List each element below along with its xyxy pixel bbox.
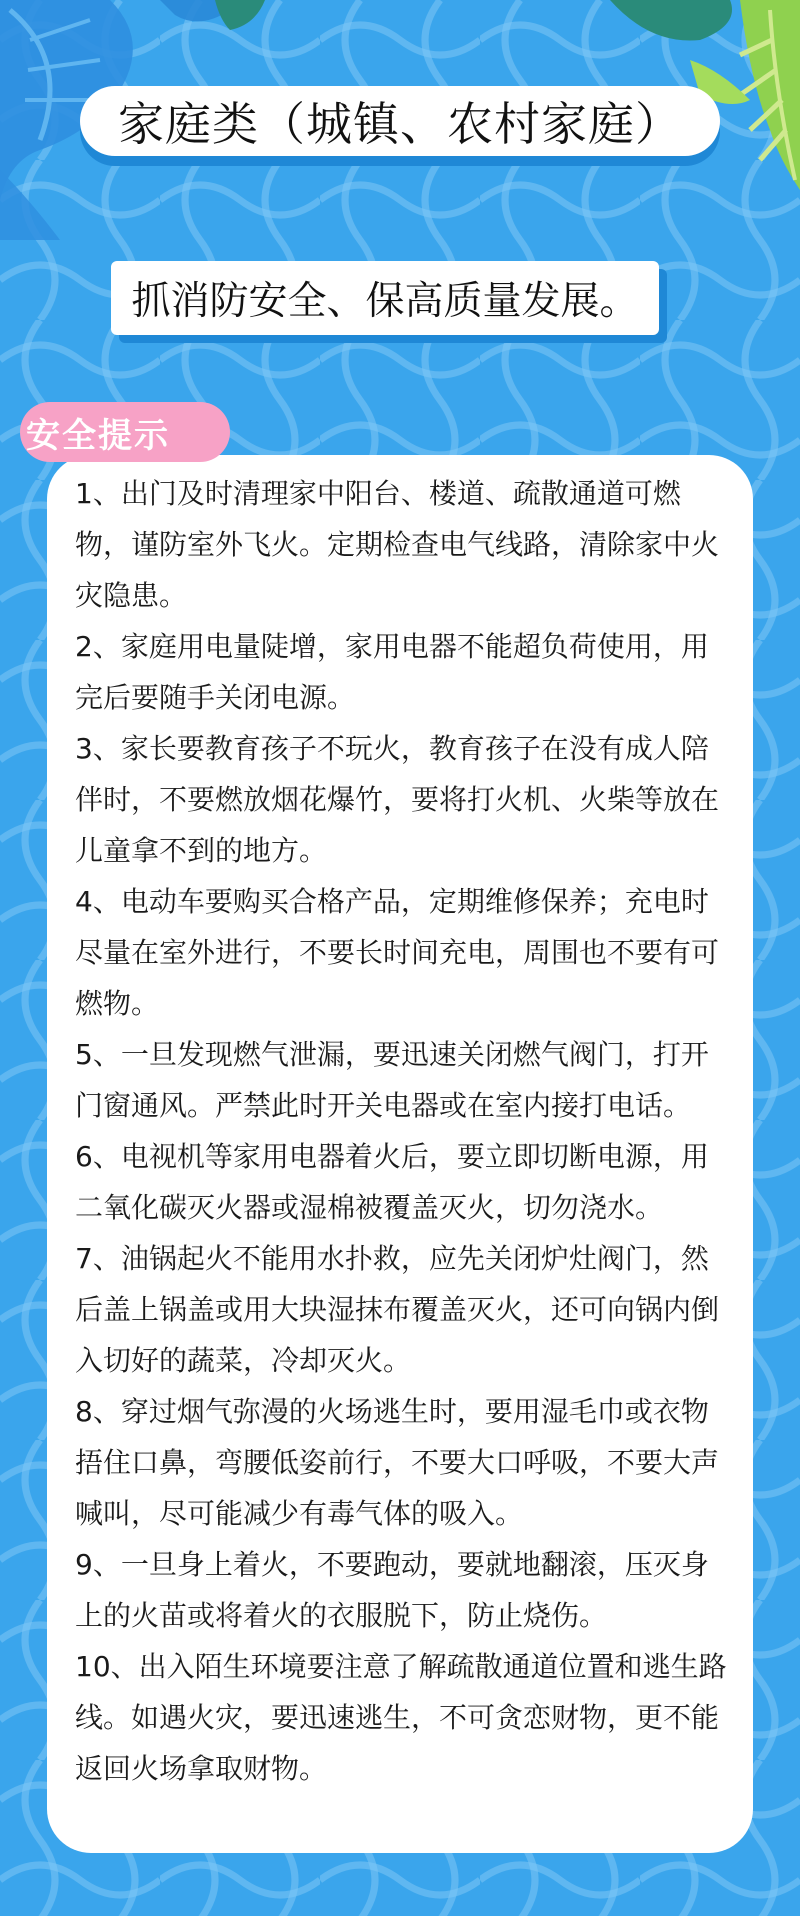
- list-item: 6、电视机等家用电器着火后，要立即切断电源，用二氧化碳灭火器或湿棉被覆盖灭火，切勿浇水。: [75, 1140, 709, 1224]
- list-item: 1、出门及时清理家中阳台、楼道、疏散通道可燃物，谨防室外飞火。定期检查电气线路，清除家中火灾隐患。: [75, 477, 720, 612]
- page-title: 家庭类（城镇、农村家庭）: [118, 97, 682, 151]
- safety-tips-tag: [20, 402, 230, 462]
- safety-tips-tag-label: 安全提示: [26, 415, 170, 456]
- list-item: 4、电动车要购买合格产品，定期维修保养；充电时尽量在室外进行，不要长时间充电，周围也不要有可燃物。: [75, 885, 720, 1020]
- title-banner: [80, 86, 720, 156]
- small-leaf-icon: [215, 0, 275, 40]
- list-item: 10、出入陌生环境要注意了解疏散通道位置和逃生路线。如遇火灾，要迅速逃生，不可贪恋财物，更不能返回火场拿取财物。: [75, 1650, 727, 1785]
- list-item: 3、家长要教育孩子不玩火，教育孩子在没有成人陪伴时，不要燃放烟花爆竹，要将打火机、火柴等放在儿童拿不到的地方。: [75, 732, 720, 867]
- slogan-text: 抓消防安全、保高质量发展。: [131, 279, 639, 324]
- list-item: 9、一旦身上着火，不要跑动，要就地翻滚，压灭身上的火苗或将着火的衣服脱下，防止烧伤。: [75, 1548, 709, 1632]
- list-item: 8、穿过烟气弥漫的火场逃生时，要用湿毛巾或衣物捂住口鼻，弯腰低姿前行，不要大口呼吸，不要大声喊叫，尽可能减少有毒气体的吸入。: [75, 1395, 720, 1530]
- slogan-banner: [111, 261, 659, 335]
- list-item: 7、油锅起火不能用水扑救，应先关闭炉灶阀门，然后盖上锅盖或用大块湿抹布覆盖灭火，还可向锅内倒入切好的蔬菜，冷却灭火。: [75, 1242, 720, 1377]
- list-item: 5、一旦发现燃气泄漏，要迅速关闭燃气阀门，打开门窗通风。严禁此时开关电器或在室内接打电话。: [75, 1038, 709, 1122]
- list-item: 2、家庭用电量陡增，家用电器不能超负荷使用，用完后要随手关闭电源。: [75, 630, 709, 714]
- tips-list: [75, 468, 735, 1794]
